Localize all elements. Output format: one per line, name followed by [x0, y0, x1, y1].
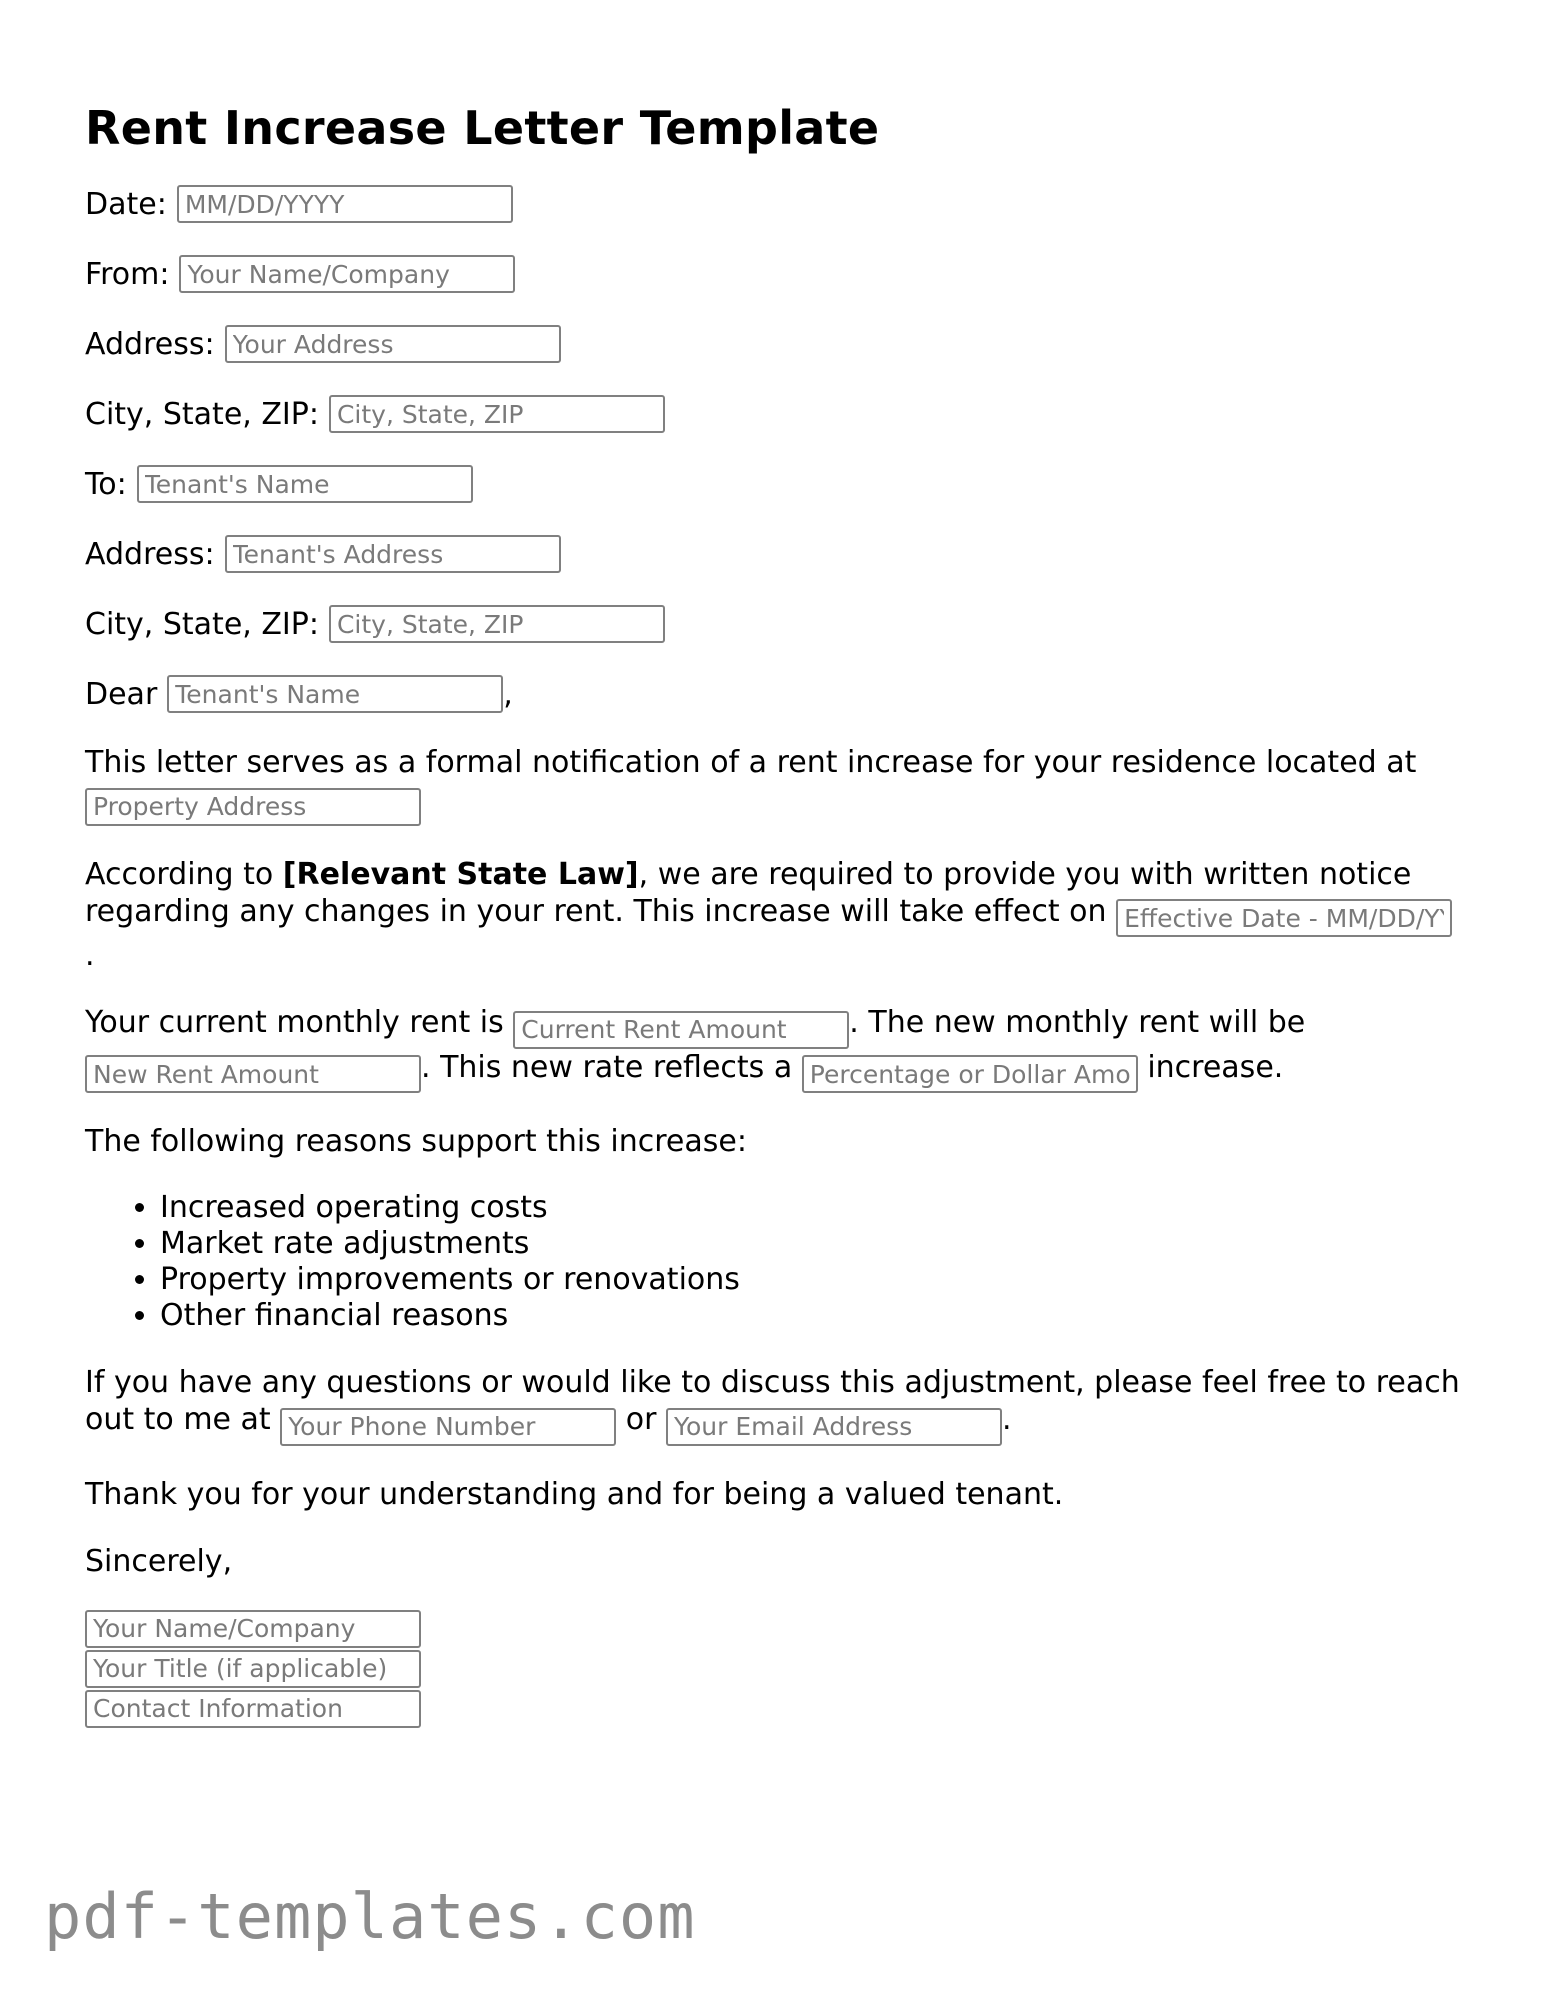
email-input[interactable]: [666, 1408, 1002, 1446]
date-row: [85, 184, 1465, 224]
notification-text: This letter serves as a formal notification of a rent increase for your residence located at: [85, 745, 1417, 780]
from-label: From:: [85, 256, 170, 292]
law-lead-text: According to: [85, 856, 283, 892]
signature-title-input[interactable]: [85, 1650, 421, 1688]
signature-block: [85, 1610, 1465, 1728]
to-label: To:: [85, 466, 127, 502]
tenant-city-row: [85, 604, 1465, 644]
sender-address-row: [85, 324, 1465, 364]
contact-text: If you have any questions or would like to discuss this adjustment, please feel free to reach out to me at: [85, 1365, 1460, 1437]
tenant-address-label: Address:: [85, 536, 215, 572]
salutation-suffix: ,: [503, 676, 513, 712]
list-item: • Market rate adjustments: [160, 1226, 1465, 1262]
list-item: • Property improvements or renovations: [160, 1262, 1465, 1298]
list-item: • Other financial reasons: [160, 1298, 1465, 1334]
contact-paragraph: [85, 1364, 1465, 1446]
salutation-name-input[interactable]: [167, 675, 503, 713]
property-address-input[interactable]: [85, 788, 421, 826]
tenant-address-input[interactable]: [225, 535, 561, 573]
law-paragraph: [85, 856, 1465, 975]
new-rent-input[interactable]: [85, 1055, 421, 1093]
salutation-prefix: Dear: [85, 676, 158, 712]
salutation-row: [85, 674, 1465, 714]
sender-city-row: [85, 394, 1465, 434]
from-row: [85, 254, 1465, 294]
page-title: Rent Increase Letter Template: [85, 101, 880, 155]
date-input[interactable]: [177, 185, 513, 223]
phone-input[interactable]: [280, 1408, 616, 1446]
thanks-text: Thank you for your understanding and for being a valued tenant.: [85, 1476, 1064, 1512]
increase-text: increase.: [1147, 1049, 1284, 1085]
rate-reflects-text: . This new rate reflects a: [421, 1049, 793, 1085]
signature-contact-input[interactable]: [85, 1690, 421, 1728]
tenant-address-row: [85, 534, 1465, 574]
closing-text: Sincerely,: [85, 1543, 233, 1579]
rent-amount-paragraph: [85, 1004, 1465, 1093]
contact-end-period: .: [1002, 1402, 1012, 1437]
sender-city-input[interactable]: [329, 395, 665, 433]
law-body-text: , we are required to provide you with written notice regarding any changes in your rent. This increase will take effect on: [85, 856, 1412, 929]
tenant-city-label: City, State, ZIP:: [85, 606, 319, 642]
new-rent-text: . The new monthly rent will be: [849, 1005, 1306, 1040]
tenant-city-input[interactable]: [329, 605, 665, 643]
relevant-state-law: [Relevant State Law]: [282, 856, 639, 892]
current-rent-text: Your current monthly rent is: [85, 1005, 504, 1040]
reasons-list: [85, 1190, 1465, 1334]
effective-date-input[interactable]: [1116, 899, 1452, 937]
notification-paragraph: [85, 744, 1465, 826]
from-input[interactable]: [179, 255, 515, 293]
current-rent-input[interactable]: [513, 1011, 849, 1049]
signature-name-input[interactable]: [85, 1610, 421, 1648]
reasons-intro: The following reasons support this increase:: [85, 1124, 747, 1159]
letter-page: [85, 100, 1465, 1730]
percentage-input[interactable]: [802, 1055, 1138, 1093]
list-item: • Increased operating costs: [160, 1190, 1465, 1226]
to-input[interactable]: [137, 465, 473, 503]
sender-city-label: City, State, ZIP:: [85, 396, 319, 432]
sender-address-label: Address:: [85, 326, 215, 362]
date-label: Date:: [85, 186, 167, 222]
or-text: or: [625, 1402, 657, 1437]
sender-address-input[interactable]: [225, 325, 561, 363]
to-row: [85, 464, 1465, 504]
law-end-period: .: [85, 938, 95, 973]
watermark: pdf-templates.com: [44, 1880, 696, 1953]
